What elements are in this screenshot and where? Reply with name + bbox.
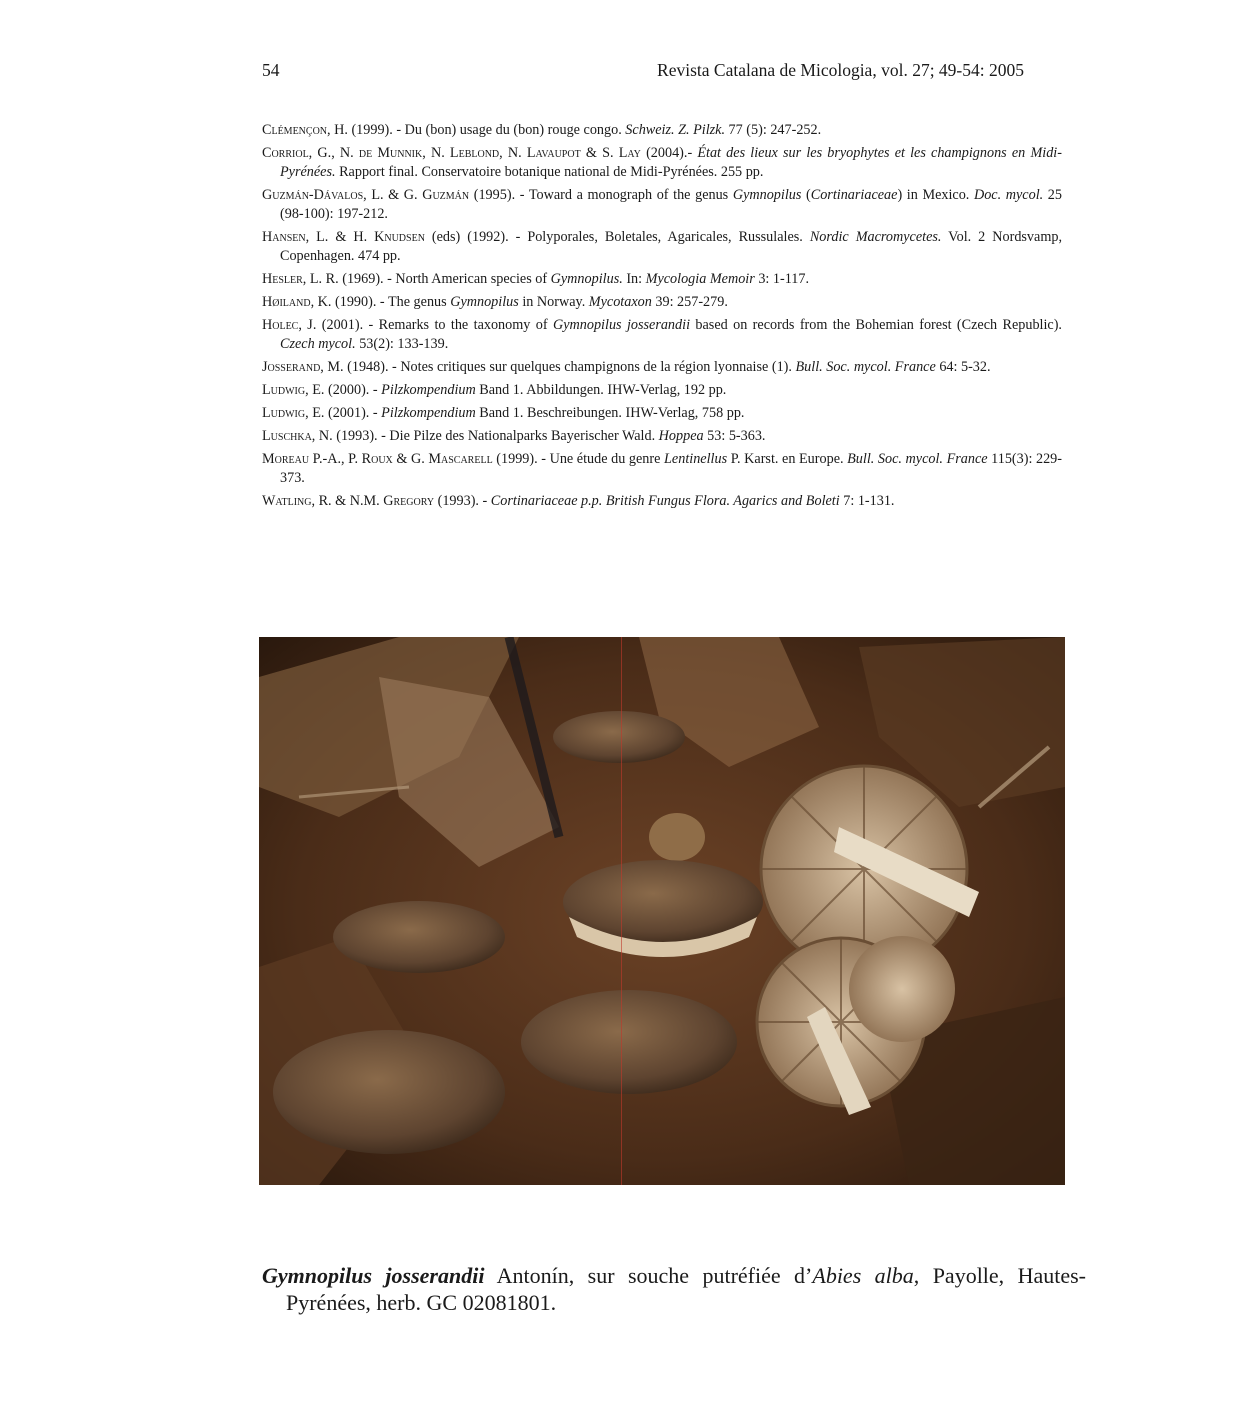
reference-entry	[262, 316, 1062, 354]
reference-author: Watling, R. & N.M. Gregory	[262, 493, 435, 509]
reference-author: Holec, J.	[262, 317, 317, 333]
photo-artifact-line	[621, 637, 622, 1185]
reference-text: (1969). - North American species of	[338, 271, 551, 287]
reference-text: (1990). - The genus	[331, 294, 451, 310]
reference-author: Guzmán-Dávalos, L. & G. Guzmán	[262, 187, 470, 203]
reference-source: Mycotaxon	[588, 294, 652, 310]
reference-genus: Gymnopilus	[732, 187, 802, 203]
reference-text: based on records from the Bohemian forest (Czech Republic).	[690, 317, 1062, 333]
reference-text: P. Karst. en Europe.	[727, 451, 848, 467]
caption-host: Abies alba	[812, 1263, 914, 1288]
journal-citation: Revista Catalana de Micologia, vol. 27; 49-54: 2005	[657, 60, 1024, 80]
reference-author: Hesler, L. R.	[262, 271, 339, 287]
reference-entry	[262, 450, 1062, 488]
running-header	[262, 60, 1024, 84]
reference-author: Josserand, M.	[262, 359, 344, 375]
reference-text: (1999). - Une étude du genre	[492, 451, 665, 467]
reference-text: (1948). - Notes critiques sur quelques champignons de la région lyonnaise (1).	[343, 359, 796, 375]
caption-text: , Payolle, Hautes-Pyrénées, herb. GC 02081801.	[286, 1263, 1087, 1315]
reference-text: (2001). - Remarks to the taxonomy of	[316, 317, 553, 333]
reference-genus: Gymnopilus	[450, 294, 519, 310]
reference-text: (2004).-	[640, 145, 698, 161]
reference-author: Clémençon, H.	[262, 122, 348, 138]
reference-source: Doc. mycol.	[973, 187, 1044, 203]
reference-text: (2000). -	[324, 382, 382, 398]
reference-entry	[262, 381, 1062, 400]
reference-genus: Lentinellus	[664, 451, 728, 467]
reference-source: Nordic Macromycetes.	[809, 229, 942, 245]
reference-entry	[262, 293, 1062, 312]
reference-text: 7: 1-131.	[839, 493, 895, 509]
reference-author: Høiland, K.	[262, 294, 332, 310]
reference-source: Czech mycol.	[280, 336, 356, 352]
reference-text: in Norway.	[518, 294, 589, 310]
reference-entry	[262, 121, 1062, 140]
reference-text: 64: 5-32.	[935, 359, 991, 375]
reference-entry	[262, 228, 1062, 266]
reference-text: 53: 5-363.	[703, 428, 766, 444]
reference-entry	[262, 427, 1062, 446]
reference-source: Schweiz. Z. Pilzk.	[625, 122, 725, 138]
reference-author: Corriol, G., N. de Munnik, N. Leblond, N. Lavaupot & S. Lay	[262, 145, 641, 161]
reference-text: Vol. 2 Nordsvamp, Copenhagen. 474 pp.	[280, 229, 1062, 264]
reference-list	[262, 121, 1062, 515]
reference-text: 53(2): 133-139.	[355, 336, 449, 352]
reference-title: État des lieux sur les bryophytes et les champignons en Midi-Pyrénées.	[280, 145, 1062, 180]
reference-author: Ludwig, E.	[262, 405, 325, 421]
reference-entry	[262, 358, 1062, 377]
page-number: 54	[262, 60, 280, 80]
reference-text: (1995). - Toward a monograph of the genus	[469, 187, 733, 203]
reference-author: Ludwig, E.	[262, 382, 325, 398]
reference-text: 39: 257-279.	[651, 294, 728, 310]
reference-text: 77 (5): 247-252.	[725, 122, 822, 138]
mushroom-photograph	[259, 637, 1065, 1185]
reference-text: 25 (98-100): 197-212.	[280, 187, 1062, 222]
reference-text: (2001). -	[324, 405, 382, 421]
caption-text: Antonín, sur souche putréfiée d’	[484, 1263, 813, 1288]
reference-entry	[262, 270, 1062, 289]
figure-caption	[262, 1262, 1086, 1316]
reference-text: (	[801, 187, 811, 203]
photo-illustration	[259, 637, 1065, 1185]
reference-author: Hansen, L. & H. Knudsen	[262, 229, 425, 245]
reference-genus: Gymnopilus.	[550, 271, 623, 287]
reference-author: Moreau P.-A., P. Roux & G. Mascarell	[262, 451, 493, 467]
reference-entry	[262, 404, 1062, 423]
reference-text: In:	[622, 271, 646, 287]
reference-entry	[262, 492, 1062, 511]
reference-text: (1999). - Du (bon) usage du (bon) rouge congo.	[347, 122, 626, 138]
reference-text: 3: 1-117.	[754, 271, 810, 287]
reference-text: ) in Mexico.	[897, 187, 974, 203]
reference-source: Cortinariaceae p.p. British Fungus Flora. Agarics and Boleti	[490, 493, 840, 509]
reference-source: Bull. Soc. mycol. France	[795, 359, 936, 375]
reference-author: Luschka, N.	[262, 428, 333, 444]
reference-text: Rapport final. Conservatoire botanique national de Midi-Pyrénées. 255 pp.	[335, 164, 764, 180]
reference-text: (1993). - Die Pilze des Nationalparks Bayerischer Wald.	[332, 428, 659, 444]
reference-text: 115(3): 229-373.	[280, 451, 1063, 486]
reference-text: (eds) (1992). - Polyporales, Boletales, Agaricales, Russulales.	[424, 229, 810, 245]
reference-source: Mycologia Memoir	[645, 271, 755, 287]
reference-title: Pilzkompendium	[381, 405, 476, 421]
reference-entry	[262, 186, 1062, 224]
reference-source: Bull. Soc. mycol. France	[847, 451, 988, 467]
reference-text: Band 1. Abbildungen. IHW-Verlag, 192 pp.	[475, 382, 727, 398]
reference-source: Hoppea	[658, 428, 704, 444]
reference-family: Cortinariaceae	[810, 187, 898, 203]
reference-text: Band 1. Beschreibungen. IHW-Verlag, 758 pp.	[475, 405, 745, 421]
reference-species: Gymnopilus josserandii	[552, 317, 691, 333]
reference-title: Pilzkompendium	[381, 382, 476, 398]
reference-text: (1993). -	[434, 493, 491, 509]
reference-entry	[262, 144, 1062, 182]
caption-species: Gymnopilus josserandii	[262, 1263, 485, 1288]
